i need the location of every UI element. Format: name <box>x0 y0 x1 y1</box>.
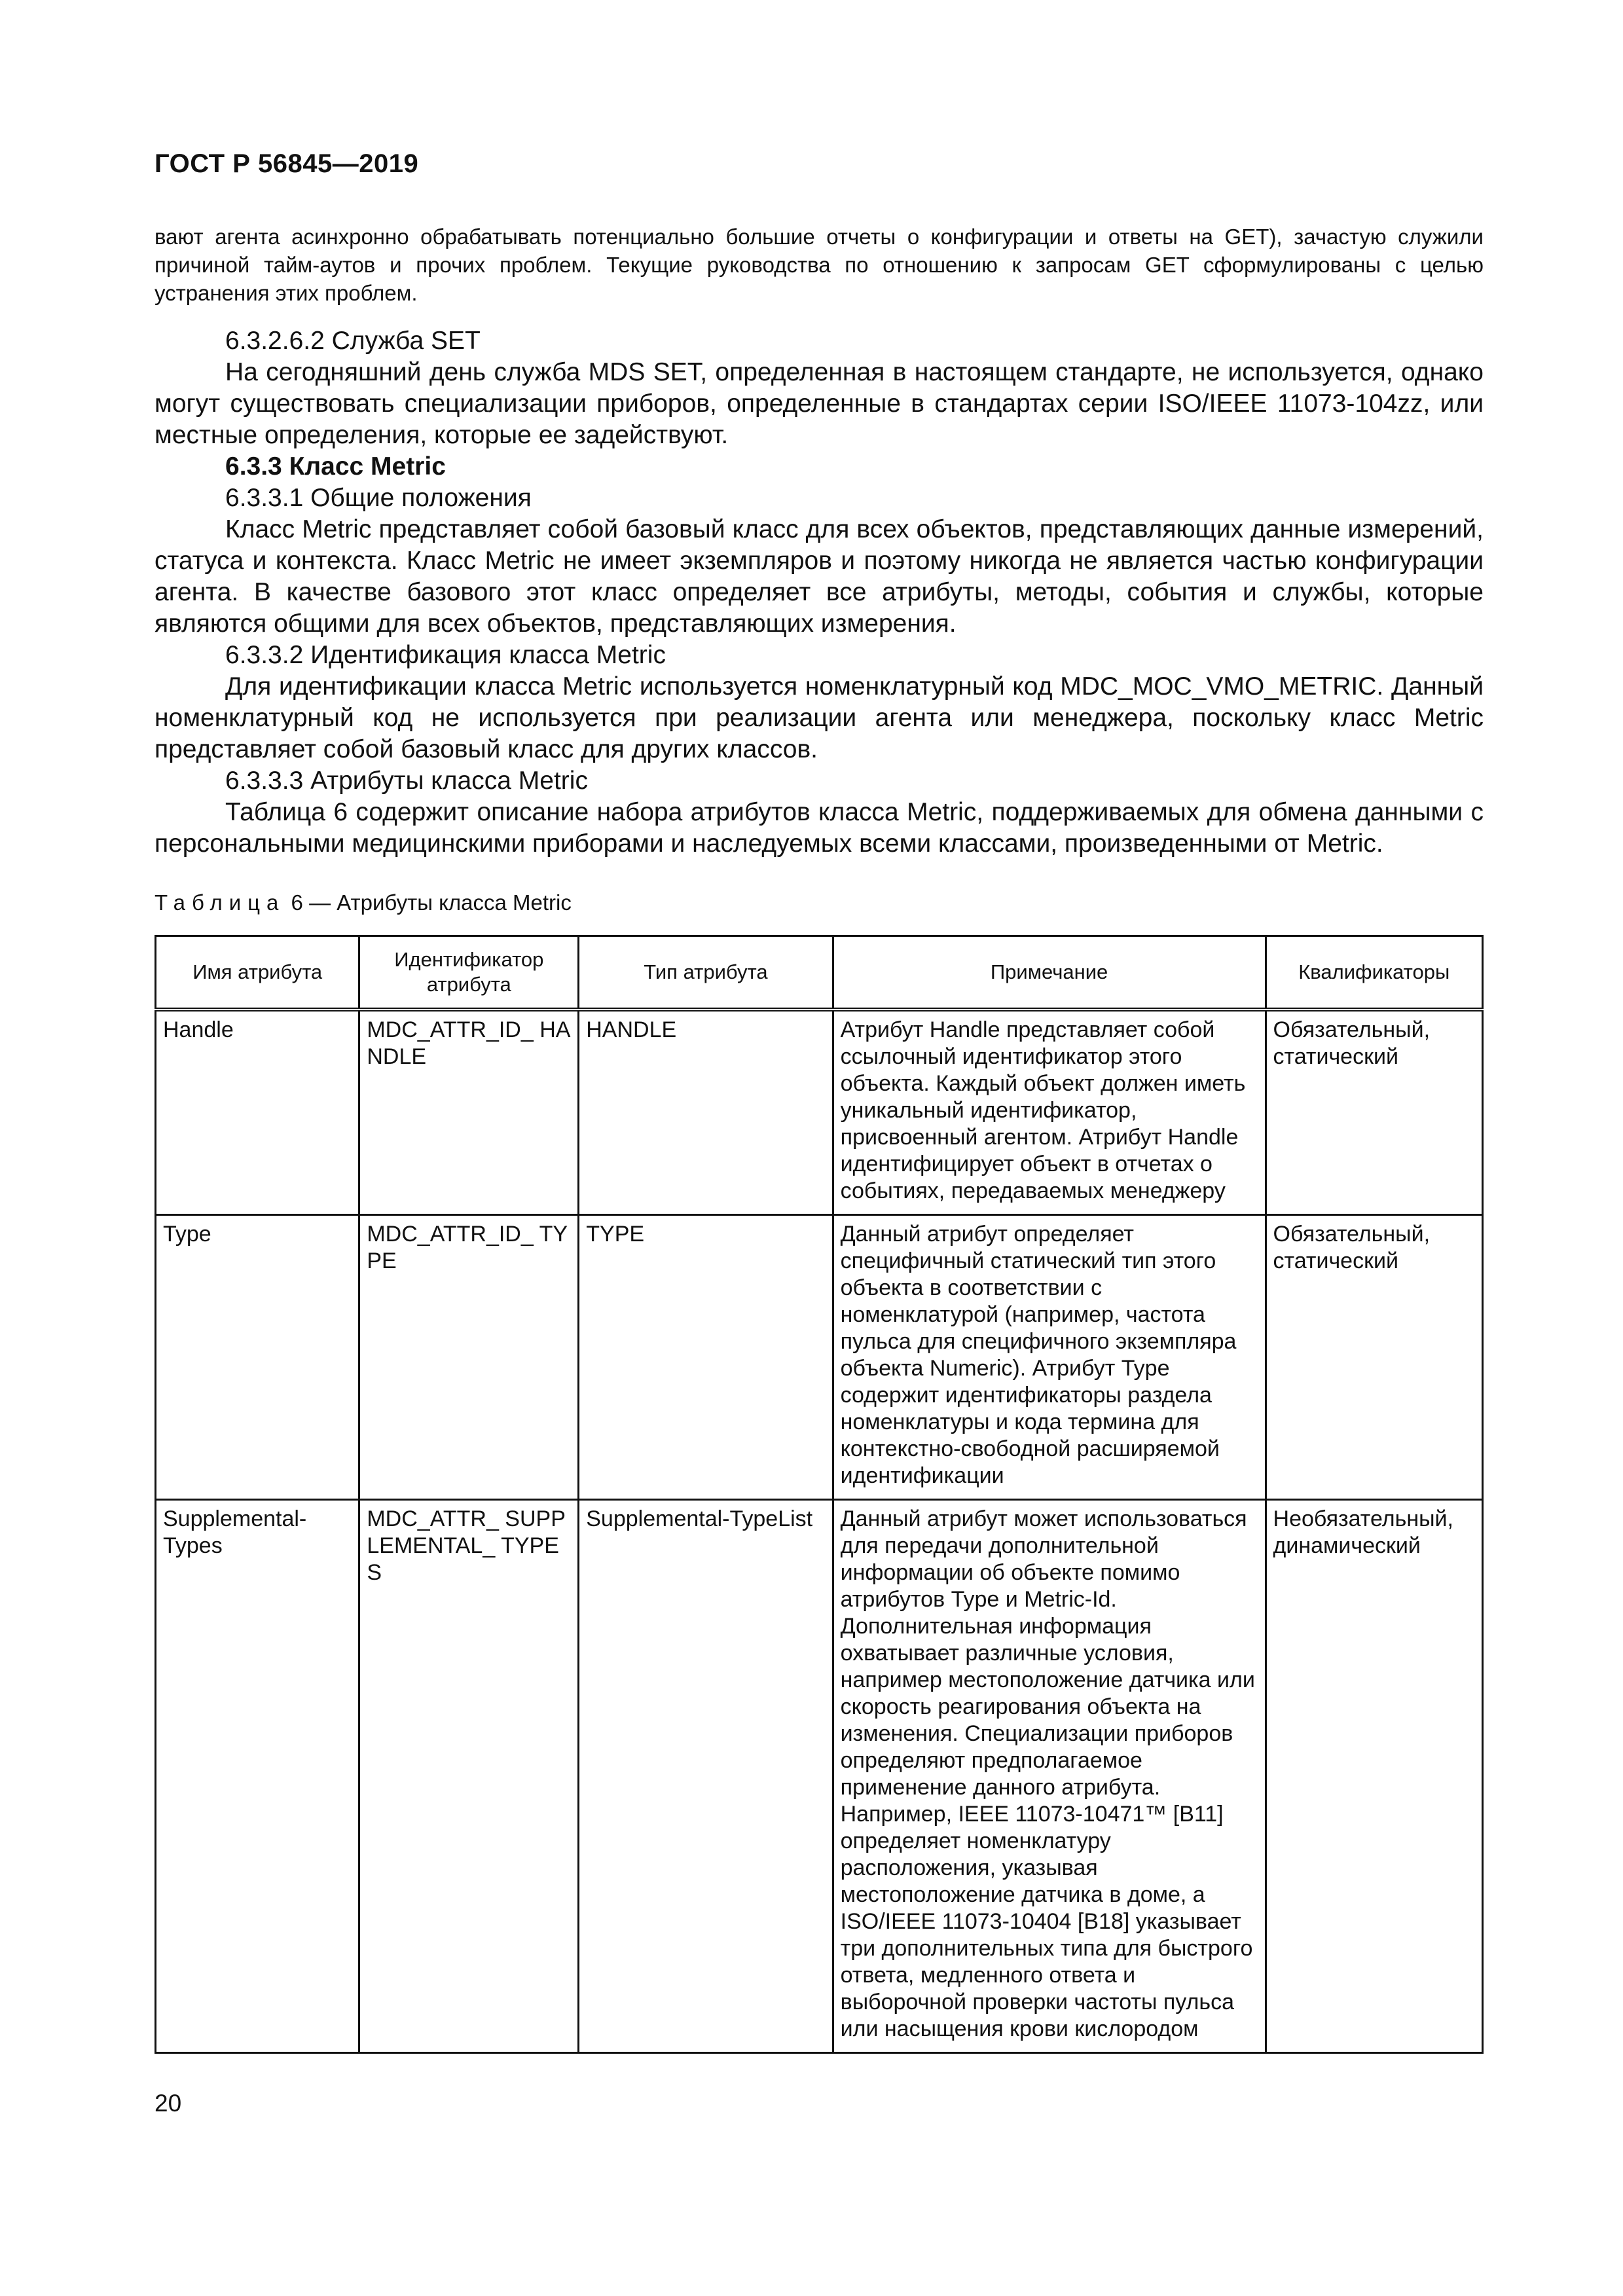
section-6-3-2-6-2-text: На сегодняшний день служба MDS SET, определенная в настоящем стандарте, не используется, однако могут существовать специализации приборов, определенные в стандартах серии ISO/IEEE 11073-104zz, или местные определения, которые ее задействуют. <box>155 358 1484 449</box>
cell-id: MDC_ATTR_ID_ HANDLE <box>359 1010 579 1215</box>
cell-qualifiers: Обязательный, статический <box>1266 1010 1482 1215</box>
header-qualifiers: Квалификаторы <box>1266 936 1482 1010</box>
page-header: ГОСТ Р 56845—2019 <box>155 149 419 178</box>
header-attribute-name: Имя атрибута <box>156 936 359 1010</box>
cell-name: Supplemental-Types <box>156 1500 359 2053</box>
cell-note: Атрибут Handle представляет собой ссылочный идентификатор этого объекта. Каждый объект должен иметь уникальный идентификатор, присвоенный агентом. Атрибут Handle идентифицирует объект в отчетах о событиях, передаваемых менеджеру <box>833 1010 1266 1215</box>
section-6-3-2-6-2-title: 6.3.2.6.2 Служба SET <box>225 327 481 355</box>
cell-name: Handle <box>156 1010 359 1215</box>
section-6-3-3-1-title: 6.3.3.1 Общие положения <box>225 484 532 512</box>
cell-id: MDC_ATTR_ID_ TYPE <box>359 1215 579 1500</box>
header-attribute-id: Идентификатор атрибута <box>359 936 579 1010</box>
intro-paragraph: вают агента асинхронно обрабатывать потенциально большие отчеты о конфигурации и ответы на GET), зачастую служили причиной тайм-аутов и прочих проблем. Текущие руководства по отношению к запросам GET сформулированы с целью устранения этих проблем. <box>155 225 1484 305</box>
header-attribute-type: Тип атрибута <box>579 936 833 1010</box>
table-row <box>156 1500 1483 2053</box>
section-6-3-3-2-title: 6.3.3.2 Идентификация класса Metric <box>225 641 666 669</box>
cell-type: Supplemental-TypeList <box>579 1500 833 2053</box>
section-6-3-3-3-title: 6.3.3.3 Атрибуты класса Metric <box>225 767 588 795</box>
section-6-3-3-1-text: Класс Metric представляет собой базовый класс для всех объектов, представляющих данные измерений, статуса и контекста. Класс Metric не имеет экземпляров и поэтому никогда не является частью конфигурации агента. В качестве базового этот класс определяет все атрибуты, методы, события и службы, которые являются общими для всех объектов, представляющих измерения. <box>155 515 1484 638</box>
section-6-3-3-3-text: Таблица 6 содержит описание набора атрибутов класса Metric, поддерживаемых для обмена данными с персональными медицинскими приборами и наследуемых всеми классами, произведенными от Metric. <box>155 798 1484 858</box>
attributes-table <box>155 935 1484 2054</box>
page-number: 20 <box>155 2090 182 2117</box>
table-header-row <box>156 936 1483 1010</box>
cell-type: HANDLE <box>579 1010 833 1215</box>
table-row <box>156 1010 1483 1215</box>
cell-qualifiers: Обязательный, статический <box>1266 1215 1482 1500</box>
header-note: Примечание <box>833 936 1266 1010</box>
table-row <box>156 1215 1483 1500</box>
spacer <box>155 307 1484 325</box>
cell-name: Type <box>156 1215 359 1500</box>
cell-note: Данный атрибут может использоваться для передачи дополнительной информации об объекте помимо атрибутов Type и Metric-Id. Дополнительная информация охватывает различные условия, например местоположение датчика или скорость реагирования объекта на изменения. Специализации приборов определяют предполагаемое применение данного атрибута. Например, IEEE 11073-10471™ [B11] определяет номенклатуру расположения, указывая местоположение датчика в доме, а ISO/IEEE 11073-10404 [B18] указывает три дополнительных типа для быстрого ответа, медленного ответа и выборочной проверки частоты пульса или насыщения крови кислородом <box>833 1500 1266 2053</box>
cell-id: MDC_ATTR_ SUPPLEMENTAL_ TYPES <box>359 1500 579 2053</box>
table-caption <box>155 890 572 915</box>
document-body <box>155 223 1484 860</box>
table-caption-prefix: Таблица <box>155 890 285 915</box>
cell-note: Данный атрибут определяет специфичный статический тип этого объекта в соответствии с номенклатурой (например, частота пульса для специфичного экземпляра объекта Numeric). Атрибут Type содержит идентификаторы раздела номенклатуры и кода термина для контекстно-свободной расширяемой идентификации <box>833 1215 1266 1500</box>
table-caption-text: 6 — Атрибуты класса Metric <box>285 890 572 915</box>
cell-qualifiers: Необязательный, динамический <box>1266 1500 1482 2053</box>
section-6-3-3-title: 6.3.3 Класс Metric <box>225 452 446 481</box>
cell-type: TYPE <box>579 1215 833 1500</box>
section-6-3-3-2-text: Для идентификации класса Metric используется номенклатурный код MDC_MOC_VMO_METRIC. Данный номенклатурный код не используется при реализации агента или менеджера, поскольку класс Metric представляет собой базовый класс для других классов. <box>155 672 1484 763</box>
